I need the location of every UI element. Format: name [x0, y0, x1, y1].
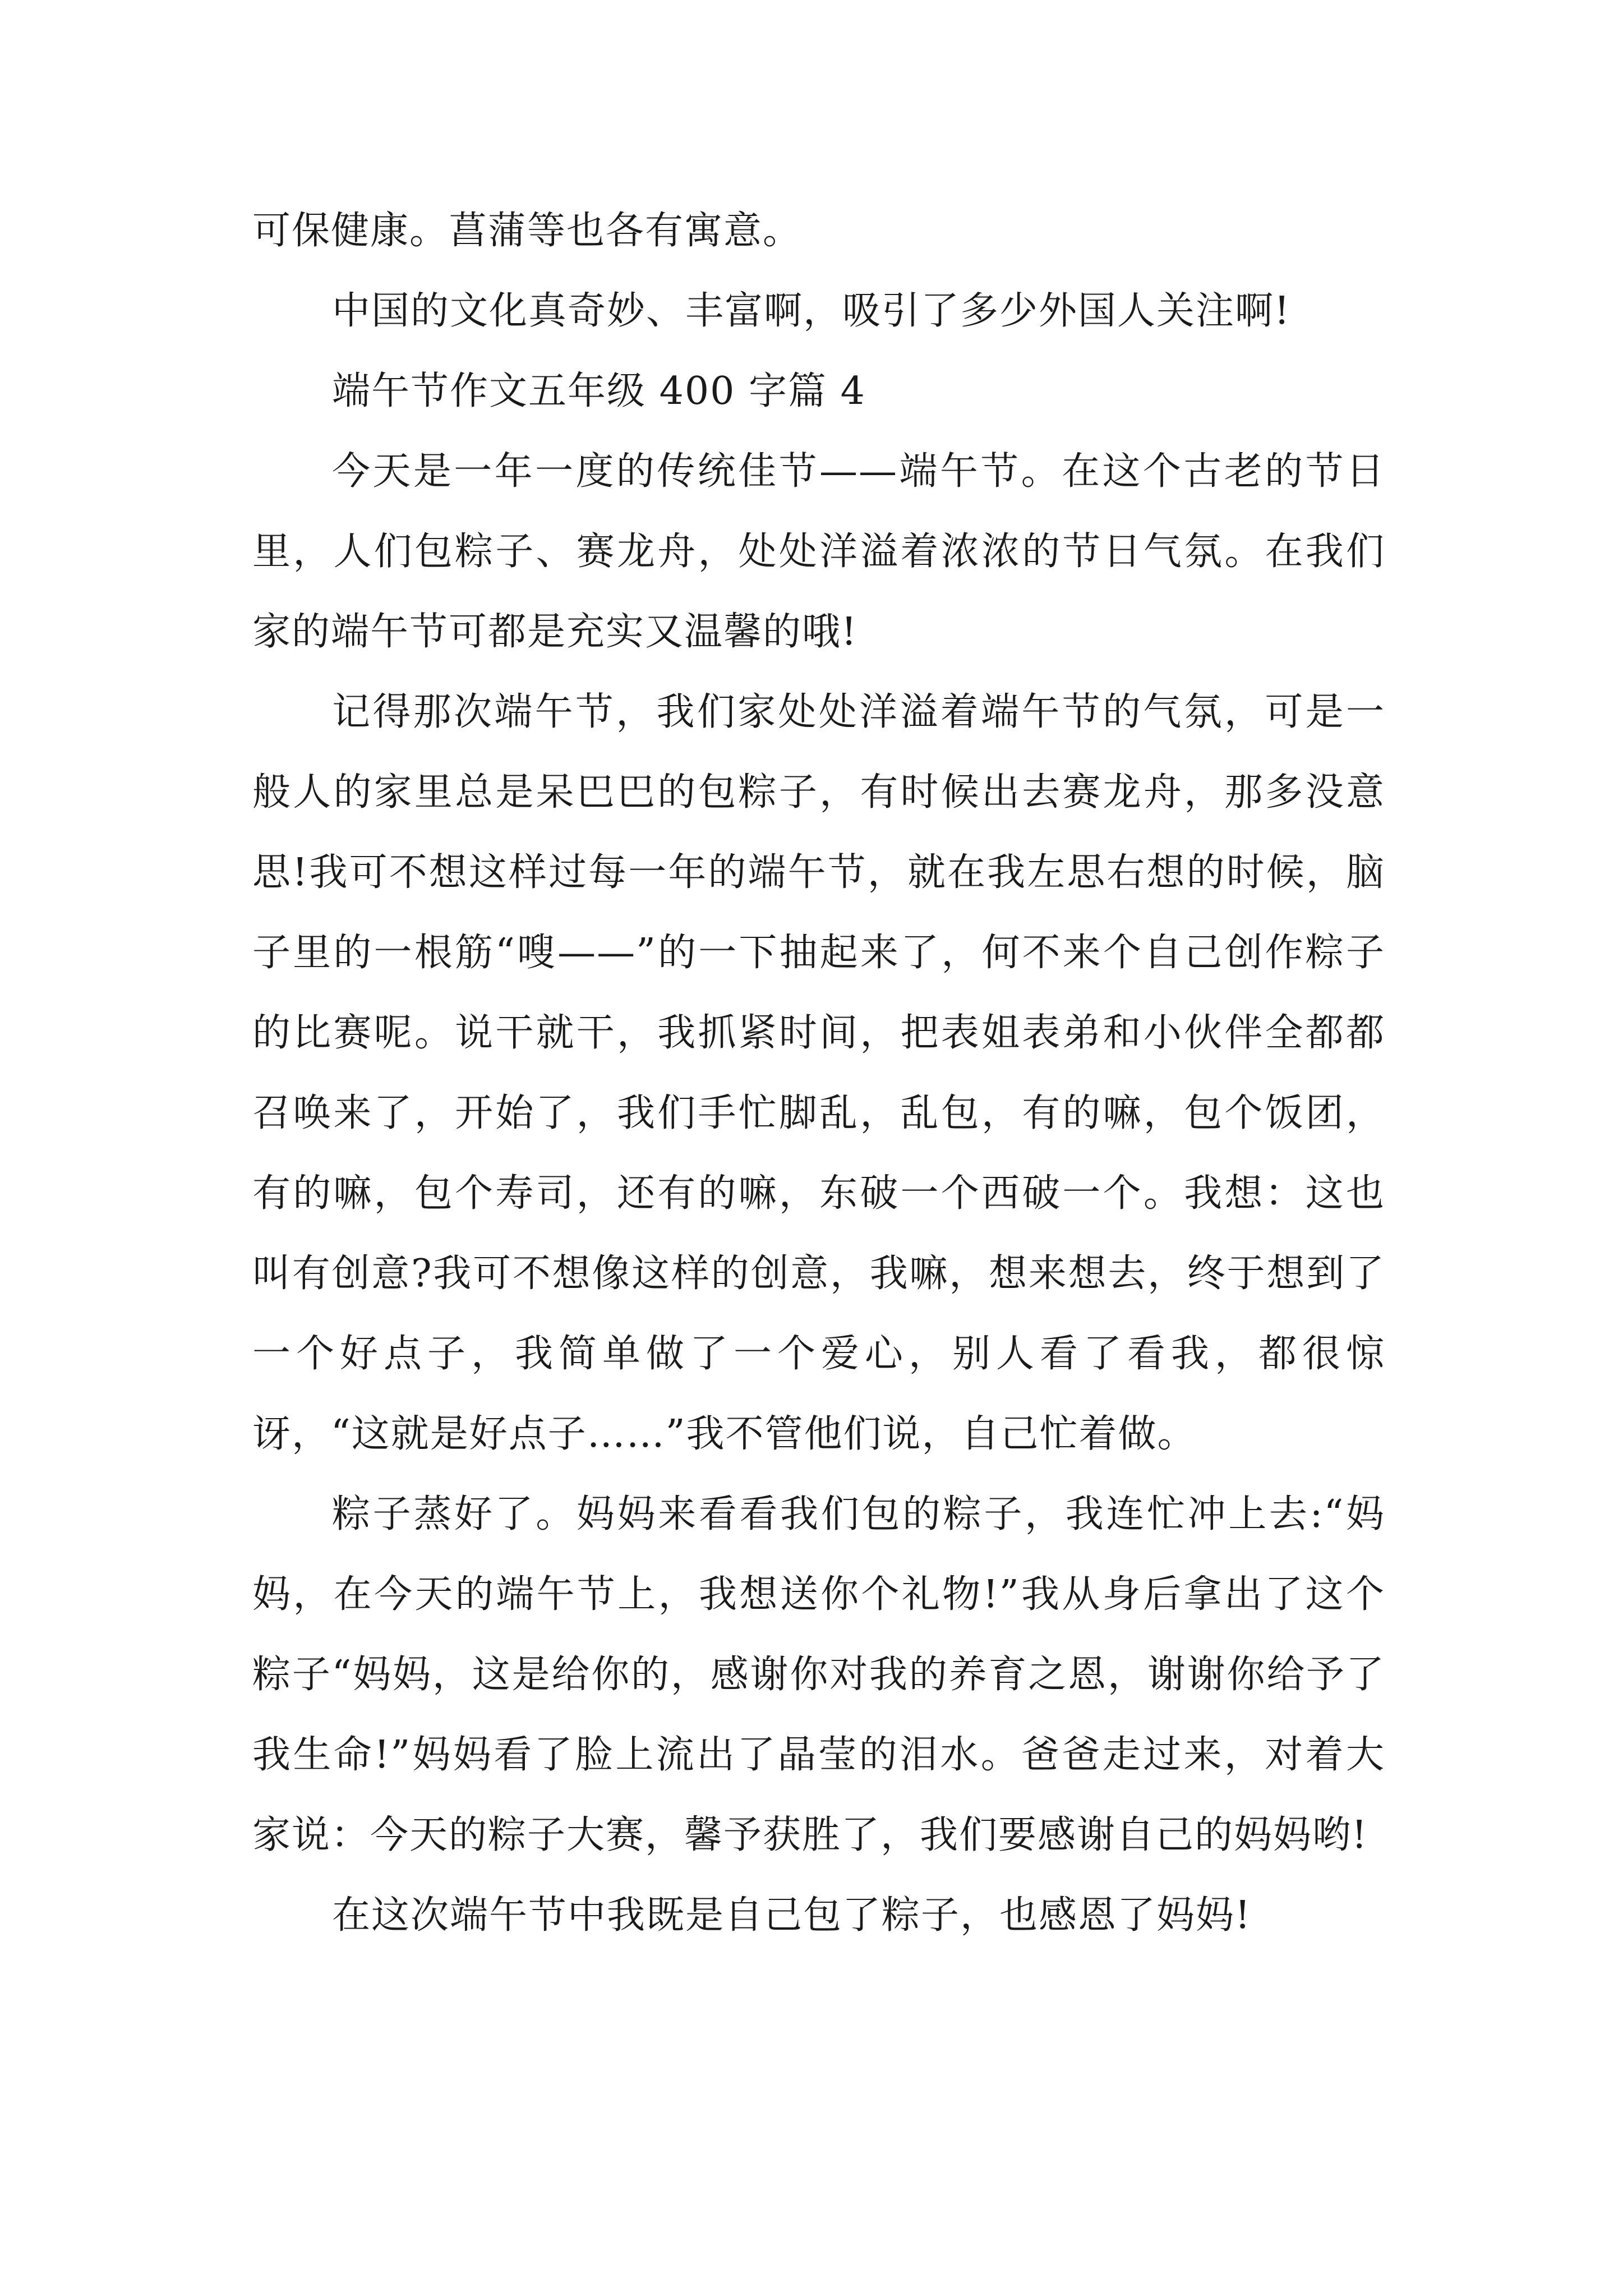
paragraph-4: 记得那次端午节，我们家处处洋溢着端午节的气氛，可是一般人的家里总是呆巴巴的包粽子，有时候出去赛龙舟，那多没意思!我可不想这样过每一年的端午节，就在我左思右想的时候，脑子里的一根筋“嗖——”的一下抽起来了，何不来个自己创作粽子的比赛呢。说干就干，我抓紧时间，把表姐表弟和小伙伴全都都召唤来了，开始了，我们手忙脚乱，乱包，有的嘛，包个饭团，有的嘛，包个寿司，还有的嘛，东破一个西破一个。我想：这也叫有创意?我可不想像这样的创意，我嘛，想来想去，终于想到了一个好点子，我简单做了一个爱心，别人看了看我，都很惊讶，“这就是好点子……”我不管他们说，自己忙着做。 [252, 690, 1385, 1456]
essay-body [252, 191, 1385, 1955]
paragraph-2: 中国的文化真奇妙、丰富啊，吸引了多少外国人关注啊! [332, 289, 1291, 333]
paragraph-6: 在这次端午节中我既是自己包了粽子，也感恩了妈妈! [332, 1893, 1252, 1938]
section-heading: 端午节作文五年级 400 字篇 4 [332, 369, 866, 413]
paragraph-3: 今天是一年一度的传统佳节——端午节。在这个古老的节日里，人们包粽子、赛龙舟，处处洋溢着浓浓的节日气氛。在我们家的端午节可都是充实又温馨的哦! [252, 449, 1385, 654]
paragraph-5: 粽子蒸好了。妈妈来看看我们包的粽子，我连忙冲上去:“妈妈，在今天的端午节上，我想送你个礼物!”我从身后拿出了这个粽子“妈妈，这是给你的，感谢你对我的养育之恩，谢谢你给予了我生命!”妈妈看了脸上流出了晶莹的泪水。爸爸走过来，对着大家说：今天的粽子大赛，馨予获胜了，我们要感谢自己的妈妈哟! [252, 1492, 1385, 1857]
paragraph-1: 可保健康。菖蒲等也各有寓意。 [252, 209, 803, 253]
